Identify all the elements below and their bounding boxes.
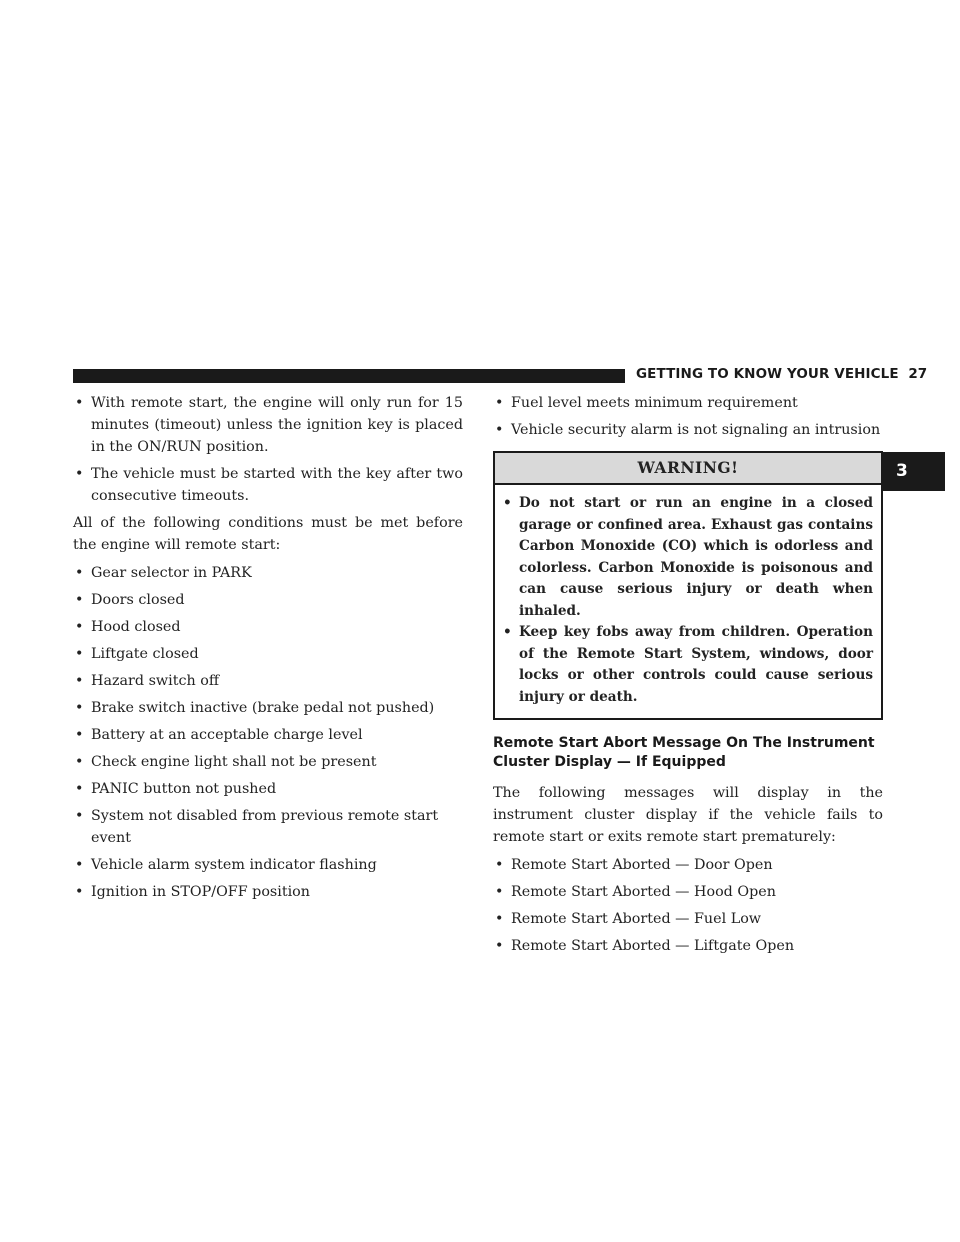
conditions-list-continued bbox=[493, 392, 883, 441]
list-item: • Remote Start Aborted — Liftgate Open bbox=[493, 935, 883, 957]
list-item: • Hood closed bbox=[73, 616, 463, 638]
conditions-list bbox=[73, 562, 463, 903]
bullet-icon: • bbox=[75, 646, 84, 662]
bullet-icon: • bbox=[503, 624, 512, 640]
list-item: • Liftgate closed bbox=[73, 643, 463, 665]
bullet-icon: • bbox=[75, 592, 84, 608]
header-rule bbox=[73, 369, 625, 383]
list-item: • System not disabled from previous remote start event bbox=[73, 805, 463, 849]
conditions-intro: All of the following conditions must be met before the engine will remote start: bbox=[73, 515, 463, 553]
warning-list bbox=[503, 493, 873, 708]
bullet-icon: • bbox=[75, 466, 84, 482]
bullet-icon: • bbox=[75, 884, 84, 900]
list-item: • Fuel level meets minimum requirement bbox=[493, 392, 883, 414]
warning-body bbox=[495, 485, 881, 718]
list-item: • Remote Start Aborted — Door Open bbox=[493, 854, 883, 876]
left-column bbox=[73, 392, 463, 908]
list-item: • Battery at an acceptable charge level bbox=[73, 724, 463, 746]
bullet-icon: • bbox=[75, 754, 84, 770]
right-column bbox=[493, 392, 883, 962]
bullet-icon: • bbox=[75, 395, 84, 411]
running-header bbox=[636, 366, 927, 382]
bullet-icon: • bbox=[75, 565, 84, 581]
list-item: • PANIC button not pushed bbox=[73, 778, 463, 800]
list-item: • Remote Start Aborted — Hood Open bbox=[493, 881, 883, 903]
bullet-icon: • bbox=[495, 938, 504, 954]
bullet-icon: • bbox=[75, 673, 84, 689]
list-item: • Remote Start Aborted — Fuel Low bbox=[493, 908, 883, 930]
bullet-icon: • bbox=[75, 727, 84, 743]
messages-list bbox=[493, 854, 883, 957]
bullet-icon: • bbox=[495, 857, 504, 873]
chapter-tab: 3 bbox=[883, 452, 945, 491]
bullet-icon: • bbox=[495, 422, 504, 438]
list-item: • Ignition in STOP/OFF position bbox=[73, 881, 463, 903]
bullet-icon: • bbox=[75, 857, 84, 873]
warning-title: WARNING! bbox=[495, 453, 881, 485]
bullet-icon: • bbox=[75, 781, 84, 797]
list-item: • With remote start, the engine will only run for 15 minutes (timeout) unless the ignition key is placed in the ON/RUN position. bbox=[73, 392, 463, 458]
list-item: • Doors closed bbox=[73, 589, 463, 611]
section-intro: The following messages will display in the instrument cluster display if the vehicle fails to remote start or exits remote start prematurely: bbox=[493, 785, 883, 845]
page-number: 27 bbox=[908, 366, 928, 382]
bullet-icon: • bbox=[495, 911, 504, 927]
bullet-icon: • bbox=[75, 700, 84, 716]
section-heading: Remote Start Abort Message On The Instrument Cluster Display — If Equipped bbox=[493, 735, 875, 770]
bullet-icon: • bbox=[495, 395, 504, 411]
list-item: • Hazard switch off bbox=[73, 670, 463, 692]
list-item: • Brake switch inactive (brake pedal not pushed) bbox=[73, 697, 463, 719]
intro-bullet-list bbox=[73, 392, 463, 507]
bullet-icon: • bbox=[503, 495, 512, 511]
list-item: • Vehicle security alarm is not signaling an intrusion bbox=[493, 419, 883, 441]
section-title: GETTING TO KNOW YOUR VEHICLE bbox=[636, 366, 899, 382]
bullet-icon: • bbox=[495, 884, 504, 900]
list-item: • Check engine light shall not be present bbox=[73, 751, 463, 773]
list-item: • Keep key fobs away from children. Operation of the Remote Start System, windows, door locks or other controls could cause serious injury or death. bbox=[503, 624, 873, 705]
list-item: • Gear selector in PARK bbox=[73, 562, 463, 584]
list-item: • Vehicle alarm system indicator flashing bbox=[73, 854, 463, 876]
list-item: • The vehicle must be started with the key after two consecutive timeouts. bbox=[73, 463, 463, 507]
warning-box bbox=[493, 451, 883, 720]
list-item: • Do not start or run an engine in a closed garage or confined area. Exhaust gas contains Carbon Monoxide (CO) which is odorless and colorless. Carbon Monoxide is poisonous and can cause serious injury or death when inhaled. bbox=[503, 495, 873, 619]
bullet-icon: • bbox=[75, 808, 84, 824]
bullet-icon: • bbox=[75, 619, 84, 635]
